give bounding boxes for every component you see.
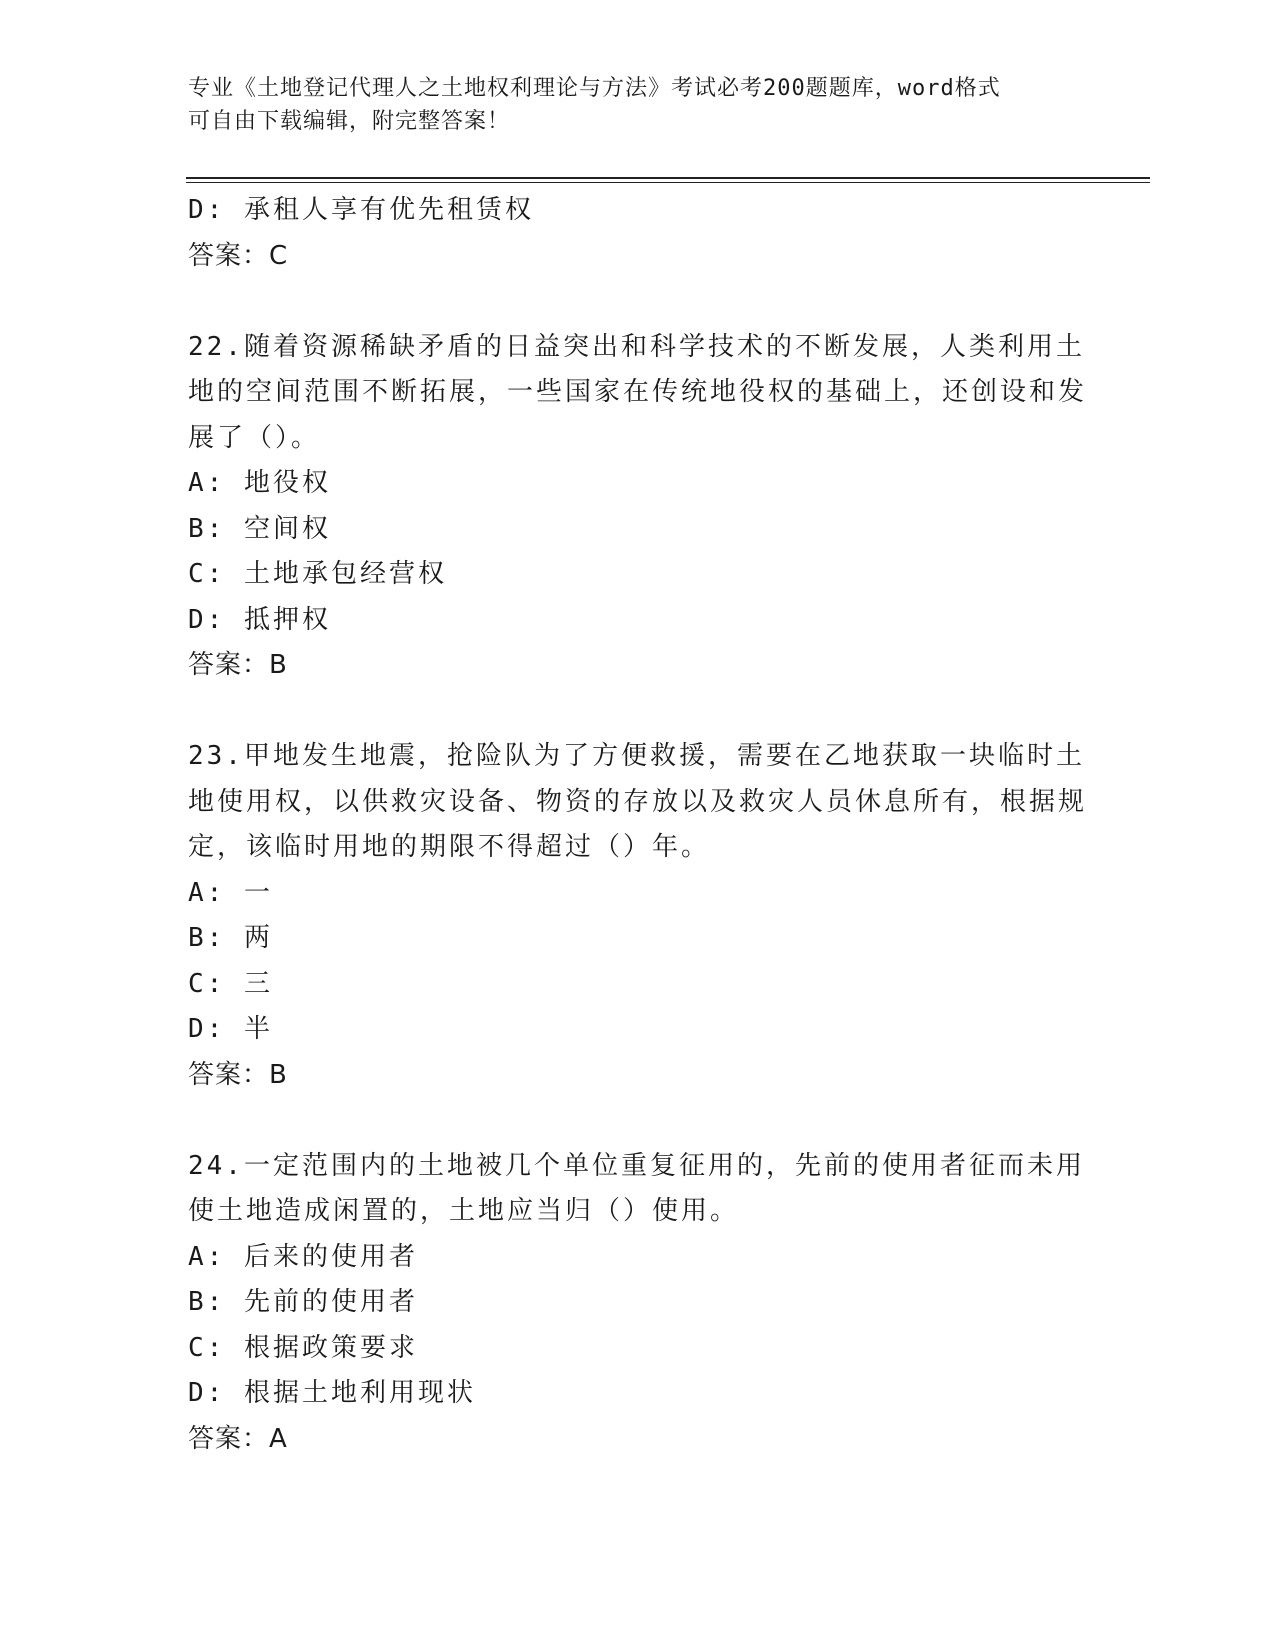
- document-header: [188, 72, 1078, 138]
- spacer: [188, 1098, 1088, 1144]
- question-list: [188, 188, 1088, 1462]
- question-block-22: [188, 325, 1088, 689]
- prev-option-d: D: 承租人享有优先租赁权: [188, 195, 534, 225]
- question-block-24: [188, 1144, 1088, 1463]
- option-d: D: 根据土地利用现状: [188, 1378, 476, 1408]
- header-title-line1: 专业《土地登记代理人之土地权利理论与方法》考试必考200题题库，word格式: [188, 76, 1001, 101]
- question-text: 23.甲地发生地震，抢险队为了方便救援，需要在乙地获取一块临时土地使用权，以供救灾设备、物资的存放以及救灾人员休息所有，根据规定，该临时用地的期限不得超过（）年。: [188, 741, 1088, 862]
- option-d: D: 半: [188, 1014, 273, 1044]
- option-a: A: 一: [188, 877, 273, 908]
- question-block-23: [188, 734, 1088, 1098]
- answer: 答案：B: [188, 1059, 288, 1090]
- option-a: A: 地役权: [188, 468, 331, 498]
- option-b: B: 空间权: [188, 513, 331, 544]
- spacer: [188, 279, 1088, 325]
- prev-answer: 答案：C: [188, 240, 289, 271]
- spacer: [188, 689, 1088, 735]
- option-b: B: 先前的使用者: [188, 1287, 418, 1317]
- header-divider-thin: [186, 182, 1150, 183]
- option-c: C: 土地承包经营权: [188, 559, 447, 589]
- option-c: C: 根据政策要求: [188, 1332, 418, 1363]
- header-divider-thick: [186, 177, 1150, 179]
- header-title-line2: 可自由下载编辑，附完整答案！: [188, 109, 511, 134]
- option-a: A: 后来的使用者: [188, 1241, 418, 1272]
- option-b: B: 两: [188, 923, 273, 953]
- answer: 答案：B: [188, 650, 288, 680]
- option-d: D: 抵押权: [188, 604, 331, 635]
- option-c: C: 三: [188, 968, 273, 999]
- question-text: 24.一定范围内的土地被几个单位重复征用的，先前的使用者征而未用使土地造成闲置的，土地应当归（）使用。: [188, 1150, 1085, 1226]
- question-text: 22.随着资源稀缺矛盾的日益突出和科学技术的不断发展，人类利用土地的空间范围不断拓展，一些国家在传统地役权的基础上，还创设和发展了（）。: [188, 331, 1088, 453]
- answer: 答案：A: [188, 1423, 288, 1454]
